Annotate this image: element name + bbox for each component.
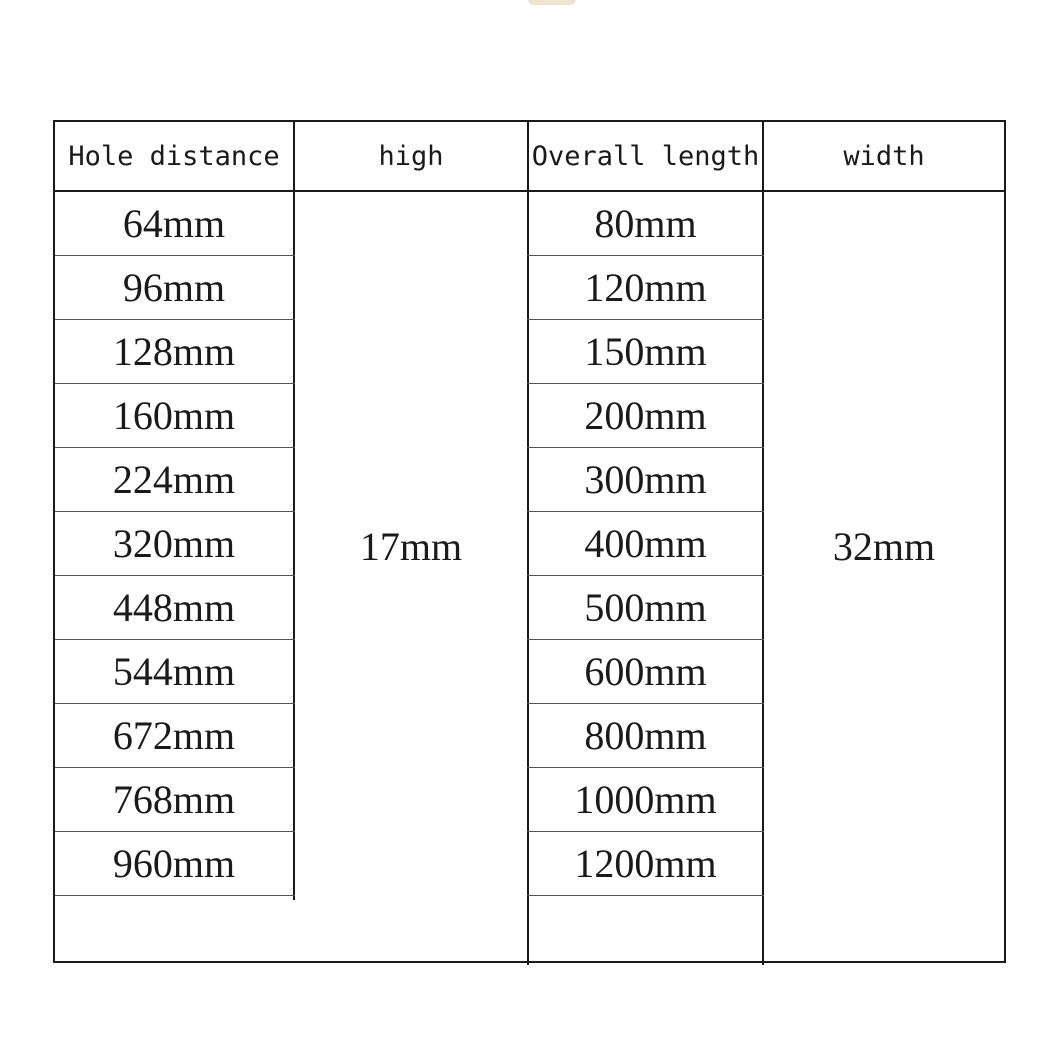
hole-distance-cell: 96mm bbox=[122, 265, 226, 310]
header-width: width bbox=[843, 140, 925, 172]
overall-length-cell: 80mm bbox=[594, 201, 697, 246]
header-overall-length: Overall length bbox=[531, 140, 760, 172]
overall-length-cell: 400mm bbox=[584, 521, 707, 566]
spec-table bbox=[53, 120, 1006, 963]
hole-distance-cell: 544mm bbox=[112, 649, 236, 694]
hole-distance-cell: 768mm bbox=[112, 777, 236, 822]
overall-length-cell: 300mm bbox=[584, 457, 707, 502]
overall-length-cell: 150mm bbox=[584, 329, 707, 374]
hole-distance-cell: 224mm bbox=[112, 457, 236, 502]
header-hole-distance: Hole distance bbox=[68, 140, 280, 172]
row-divider bbox=[527, 895, 764, 896]
overall-length-cell: 600mm bbox=[584, 649, 707, 694]
overall-length-cell: 800mm bbox=[584, 713, 707, 758]
hole-distance-cell: 128mm bbox=[112, 329, 236, 374]
row-divider bbox=[55, 895, 295, 896]
hole-distance-cell: 64mm bbox=[122, 201, 226, 246]
overall-length-cell: 200mm bbox=[584, 393, 707, 438]
hole-distance-cell: 320mm bbox=[112, 521, 236, 566]
header-high: high bbox=[378, 140, 444, 172]
overall-length-cell: 1000mm bbox=[574, 777, 717, 822]
hole-distance-cell: 960mm bbox=[112, 841, 236, 886]
high-value: 17mm bbox=[359, 523, 463, 569]
width-value: 32mm bbox=[832, 523, 936, 569]
hole-distance-cell: 672mm bbox=[112, 713, 236, 758]
hole-distance-cell: 160mm bbox=[112, 393, 236, 438]
hole-distance-cell: 448mm bbox=[112, 585, 236, 630]
top-decoration bbox=[528, 0, 576, 5]
overall-length-cell: 1200mm bbox=[574, 841, 717, 886]
overall-length-cell: 500mm bbox=[584, 585, 707, 630]
overall-length-cell: 120mm bbox=[584, 265, 707, 310]
